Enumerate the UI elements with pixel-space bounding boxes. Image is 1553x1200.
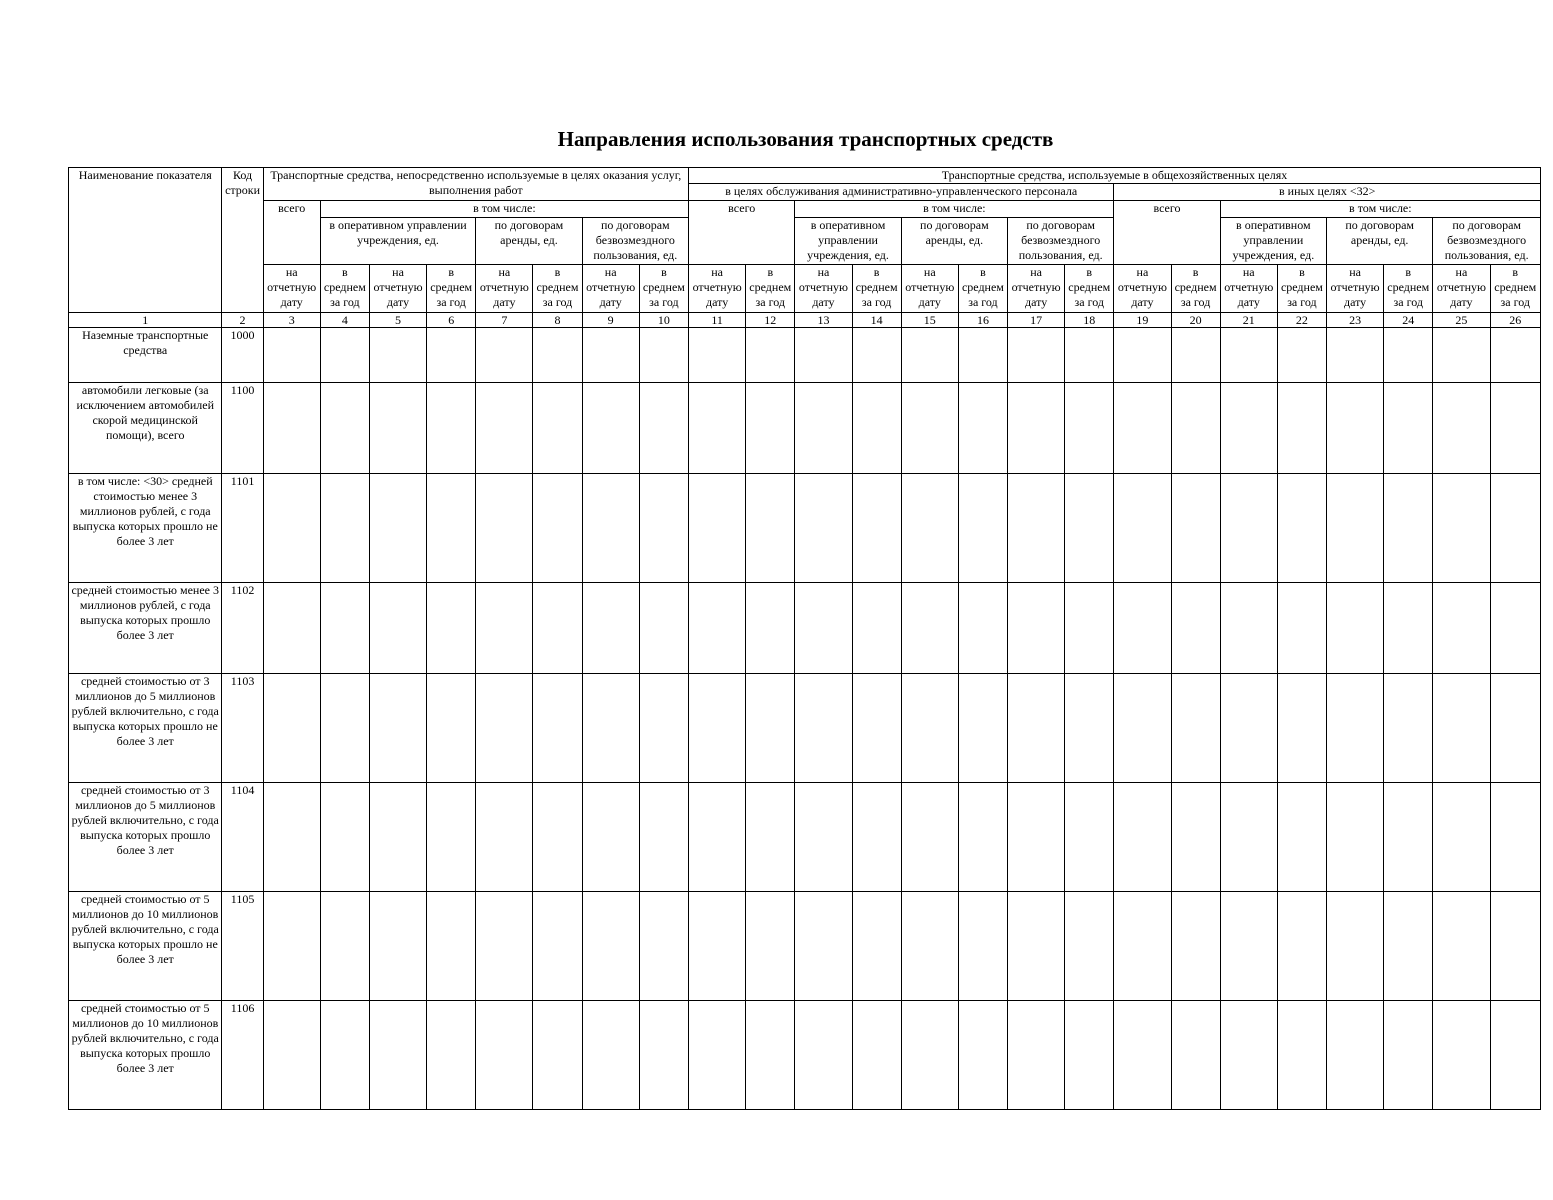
value-cell[interactable] xyxy=(1171,328,1220,383)
column-number: 11 xyxy=(689,313,746,328)
value-cell[interactable] xyxy=(369,328,426,383)
value-cell[interactable] xyxy=(1277,1001,1326,1110)
value-cell[interactable] xyxy=(1277,474,1326,583)
value-cell[interactable] xyxy=(320,892,369,1001)
value-cell[interactable] xyxy=(958,783,1007,892)
value-cell[interactable] xyxy=(369,783,426,892)
column-number: 8 xyxy=(533,313,582,328)
value-cell[interactable] xyxy=(1114,783,1171,892)
subheader-on-date: на отчетную дату xyxy=(582,265,639,313)
value-cell[interactable] xyxy=(1114,583,1171,674)
value-cell[interactable] xyxy=(1384,674,1433,783)
value-cell[interactable] xyxy=(427,892,476,1001)
value-cell[interactable] xyxy=(476,383,533,474)
value-cell[interactable] xyxy=(795,383,852,474)
subheader-on-date: на отчетную дату xyxy=(263,265,320,313)
value-cell[interactable] xyxy=(476,674,533,783)
column-number: 6 xyxy=(427,313,476,328)
value-cell[interactable] xyxy=(263,583,320,674)
value-cell[interactable] xyxy=(476,1001,533,1110)
value-cell[interactable] xyxy=(263,783,320,892)
value-cell[interactable] xyxy=(1490,474,1541,583)
value-cell[interactable] xyxy=(582,383,639,474)
value-cell[interactable] xyxy=(320,328,369,383)
row-label: средней стоимостью от 3 миллионов до 5 миллионов рублей включительно, с года выпуска которых прошло не более 3 лет xyxy=(69,674,222,783)
row-code: 1101 xyxy=(222,474,263,583)
value-cell[interactable] xyxy=(1220,583,1277,674)
column-number-row xyxy=(69,313,1541,328)
row-label: средней стоимостью от 5 миллионов до 10 миллионов рублей включительно, с года выпуска которых прошло не более 3 лет xyxy=(69,892,222,1001)
value-cell[interactable] xyxy=(795,583,852,674)
value-cell[interactable] xyxy=(533,1001,582,1110)
row-code: 1103 xyxy=(222,674,263,783)
value-cell[interactable] xyxy=(582,474,639,583)
value-cell[interactable] xyxy=(746,474,795,583)
value-cell[interactable] xyxy=(427,674,476,783)
column-number: 7 xyxy=(476,313,533,328)
value-cell[interactable] xyxy=(1220,674,1277,783)
header-free: по договорам безвозмездного пользования, ед. xyxy=(1008,218,1114,265)
value-cell[interactable] xyxy=(1171,892,1220,1001)
header-incl: в том числе: xyxy=(1220,201,1540,218)
value-cell[interactable] xyxy=(533,892,582,1001)
value-cell[interactable] xyxy=(1171,474,1220,583)
value-cell[interactable] xyxy=(689,328,746,383)
value-cell[interactable] xyxy=(476,892,533,1001)
value-cell[interactable] xyxy=(901,783,958,892)
value-cell[interactable] xyxy=(1065,583,1114,674)
value-cell[interactable] xyxy=(1008,892,1065,1001)
header-rent: по договорам аренды, ед. xyxy=(476,218,582,265)
value-cell[interactable] xyxy=(1433,383,1490,474)
column-number: 24 xyxy=(1384,313,1433,328)
value-cell[interactable] xyxy=(1008,1001,1065,1110)
header-name: Наименование показателя xyxy=(69,168,222,313)
row-label: Наземные транспортные средства xyxy=(69,328,222,383)
value-cell[interactable] xyxy=(533,383,582,474)
value-cell[interactable] xyxy=(689,783,746,892)
value-cell[interactable] xyxy=(369,474,426,583)
value-cell[interactable] xyxy=(639,474,688,583)
value-cell[interactable] xyxy=(1384,328,1433,383)
value-cell[interactable] xyxy=(958,383,1007,474)
row-code: 1000 xyxy=(222,328,263,383)
header-general: Транспортные средства, используемые в общехозяйственных целях xyxy=(689,168,1541,184)
value-cell[interactable] xyxy=(320,474,369,583)
value-cell[interactable] xyxy=(1114,328,1171,383)
value-cell[interactable] xyxy=(1277,674,1326,783)
value-cell[interactable] xyxy=(1008,674,1065,783)
value-cell[interactable] xyxy=(958,583,1007,674)
value-cell[interactable] xyxy=(1327,583,1384,674)
column-number: 3 xyxy=(263,313,320,328)
value-cell[interactable] xyxy=(639,328,688,383)
value-cell[interactable] xyxy=(746,674,795,783)
column-number: 5 xyxy=(369,313,426,328)
header-code: Код строки xyxy=(222,168,263,313)
value-cell[interactable] xyxy=(1490,783,1541,892)
value-cell[interactable] xyxy=(1384,583,1433,674)
transport-usage-table xyxy=(68,167,1541,1110)
column-number: 18 xyxy=(1065,313,1114,328)
value-cell[interactable] xyxy=(1171,1001,1220,1110)
row-label: автомобили легковые (за исключением автомобилей скорой медицинской помощи), всего xyxy=(69,383,222,474)
subheader-avg-year: в среднем за год xyxy=(1171,265,1220,313)
subheader-on-date: на отчетную дату xyxy=(1327,265,1384,313)
column-number: 19 xyxy=(1114,313,1171,328)
table-body xyxy=(69,328,1541,1110)
subheader-on-date: на отчетную дату xyxy=(689,265,746,313)
value-cell[interactable] xyxy=(1065,328,1114,383)
value-cell[interactable] xyxy=(795,783,852,892)
table-row xyxy=(69,583,1541,674)
value-cell[interactable] xyxy=(1171,783,1220,892)
value-cell[interactable] xyxy=(639,674,688,783)
header-total: всего xyxy=(263,201,320,265)
value-cell[interactable] xyxy=(1327,383,1384,474)
page-title: Направления использования транспортных средств xyxy=(557,127,1054,151)
value-cell[interactable] xyxy=(582,328,639,383)
value-cell[interactable] xyxy=(320,383,369,474)
value-cell[interactable] xyxy=(427,583,476,674)
value-cell[interactable] xyxy=(1490,1001,1541,1110)
subheader-avg-year: в среднем за год xyxy=(958,265,1007,313)
header-rent: по договорам аренды, ед. xyxy=(1327,218,1433,265)
row-code: 1105 xyxy=(222,892,263,1001)
value-cell[interactable] xyxy=(1384,892,1433,1001)
row-code: 1102 xyxy=(222,583,263,674)
subheader-on-date: на отчетную дату xyxy=(369,265,426,313)
value-cell[interactable] xyxy=(476,328,533,383)
value-cell[interactable] xyxy=(1433,583,1490,674)
table-row xyxy=(69,1001,1541,1110)
row-label: в том числе: <30> средней стоимостью менее 3 миллионов рублей, с года выпуска которых прошло не более 3 лет xyxy=(69,474,222,583)
value-cell[interactable] xyxy=(1490,328,1541,383)
value-cell[interactable] xyxy=(639,892,688,1001)
value-cell[interactable] xyxy=(1433,1001,1490,1110)
value-cell[interactable] xyxy=(901,383,958,474)
column-number: 22 xyxy=(1277,313,1326,328)
value-cell[interactable] xyxy=(1327,892,1384,1001)
header-oper: в оперативном управлении учреждения, ед. xyxy=(1220,218,1326,265)
value-cell[interactable] xyxy=(369,892,426,1001)
subheader-avg-year: в среднем за год xyxy=(1490,265,1541,313)
value-cell[interactable] xyxy=(263,892,320,1001)
value-cell[interactable] xyxy=(533,474,582,583)
value-cell[interactable] xyxy=(746,583,795,674)
value-cell[interactable] xyxy=(1433,674,1490,783)
header-free: по договорам безвозмездного пользования, ед. xyxy=(582,218,688,265)
value-cell[interactable] xyxy=(582,674,639,783)
value-cell[interactable] xyxy=(639,1001,688,1110)
value-cell[interactable] xyxy=(639,583,688,674)
subheader-on-date: на отчетную дату xyxy=(901,265,958,313)
value-cell[interactable] xyxy=(263,474,320,583)
value-cell[interactable] xyxy=(1065,783,1114,892)
value-cell[interactable] xyxy=(1114,383,1171,474)
value-cell[interactable] xyxy=(1384,1001,1433,1110)
value-cell[interactable] xyxy=(533,783,582,892)
header-total: всего xyxy=(1114,201,1220,265)
table-row xyxy=(69,783,1541,892)
row-code: 1104 xyxy=(222,783,263,892)
value-cell[interactable] xyxy=(746,328,795,383)
value-cell[interactable] xyxy=(320,583,369,674)
value-cell[interactable] xyxy=(1171,674,1220,783)
value-cell[interactable] xyxy=(533,583,582,674)
value-cell[interactable] xyxy=(1008,383,1065,474)
value-cell[interactable] xyxy=(369,674,426,783)
value-cell[interactable] xyxy=(1065,892,1114,1001)
column-number: 10 xyxy=(639,313,688,328)
value-cell[interactable] xyxy=(476,583,533,674)
header-direct: Транспортные средства, непосредственно используемые в целях оказания услуг, выполнения работ xyxy=(263,168,688,201)
header-oper: в оперативном управлении учреждения, ед. xyxy=(795,218,901,265)
value-cell[interactable] xyxy=(689,1001,746,1110)
value-cell[interactable] xyxy=(901,583,958,674)
value-cell[interactable] xyxy=(901,474,958,583)
value-cell[interactable] xyxy=(958,474,1007,583)
header-oper: в оперативном управлении учреждения, ед. xyxy=(320,218,475,265)
value-cell[interactable] xyxy=(427,328,476,383)
value-cell[interactable] xyxy=(1277,583,1326,674)
value-cell[interactable] xyxy=(1327,328,1384,383)
column-number: 23 xyxy=(1327,313,1384,328)
header-rent: по договорам аренды, ед. xyxy=(901,218,1007,265)
value-cell[interactable] xyxy=(263,1001,320,1110)
subheader-on-date: на отчетную дату xyxy=(1114,265,1171,313)
subheader-avg-year: в среднем за год xyxy=(1384,265,1433,313)
value-cell[interactable] xyxy=(852,892,901,1001)
value-cell[interactable] xyxy=(1008,328,1065,383)
value-cell[interactable] xyxy=(852,474,901,583)
value-cell[interactable] xyxy=(1433,783,1490,892)
value-cell[interactable] xyxy=(1114,892,1171,1001)
column-number: 21 xyxy=(1220,313,1277,328)
value-cell[interactable] xyxy=(427,474,476,583)
value-cell[interactable] xyxy=(1008,783,1065,892)
value-cell[interactable] xyxy=(369,383,426,474)
value-cell[interactable] xyxy=(852,674,901,783)
value-cell[interactable] xyxy=(1065,1001,1114,1110)
header-other: в иных целях <32> xyxy=(1114,184,1541,201)
header-admin: в целях обслуживания административно-управленческого персонала xyxy=(689,184,1114,201)
value-cell[interactable] xyxy=(901,1001,958,1110)
value-cell[interactable] xyxy=(1327,783,1384,892)
value-cell[interactable] xyxy=(1008,583,1065,674)
table-row xyxy=(69,674,1541,783)
value-cell[interactable] xyxy=(1277,383,1326,474)
value-cell[interactable] xyxy=(582,583,639,674)
value-cell[interactable] xyxy=(1065,383,1114,474)
table-header xyxy=(69,168,1541,328)
value-cell[interactable] xyxy=(1220,783,1277,892)
value-cell[interactable] xyxy=(582,1001,639,1110)
value-cell[interactable] xyxy=(263,674,320,783)
value-cell[interactable] xyxy=(1277,783,1326,892)
column-number: 1 xyxy=(69,313,222,328)
value-cell[interactable] xyxy=(1114,474,1171,583)
subheader-avg-year: в среднем за год xyxy=(852,265,901,313)
column-number: 2 xyxy=(222,313,263,328)
value-cell[interactable] xyxy=(427,383,476,474)
value-cell[interactable] xyxy=(427,1001,476,1110)
header-incl: в том числе: xyxy=(320,201,688,218)
row-code: 1100 xyxy=(222,383,263,474)
value-cell[interactable] xyxy=(1433,474,1490,583)
value-cell[interactable] xyxy=(582,783,639,892)
value-cell[interactable] xyxy=(795,1001,852,1110)
value-cell[interactable] xyxy=(1490,583,1541,674)
subheader-on-date: на отчетную дату xyxy=(795,265,852,313)
value-cell[interactable] xyxy=(689,583,746,674)
value-cell[interactable] xyxy=(427,783,476,892)
subheader-avg-year: в среднем за год xyxy=(533,265,582,313)
subheader-on-date: на отчетную дату xyxy=(1220,265,1277,313)
value-cell[interactable] xyxy=(1065,674,1114,783)
value-cell[interactable] xyxy=(1171,383,1220,474)
value-cell[interactable] xyxy=(1433,892,1490,1001)
subheader-avg-year: в среднем за год xyxy=(1065,265,1114,313)
value-cell[interactable] xyxy=(746,1001,795,1110)
value-cell[interactable] xyxy=(689,674,746,783)
value-cell[interactable] xyxy=(1327,674,1384,783)
value-cell[interactable] xyxy=(1490,892,1541,1001)
value-cell[interactable] xyxy=(852,583,901,674)
column-number: 20 xyxy=(1171,313,1220,328)
row-code: 1106 xyxy=(222,1001,263,1110)
value-cell[interactable] xyxy=(1490,383,1541,474)
row-label: средней стоимостью от 3 миллионов до 5 миллионов рублей включительно, с года выпуска которых прошло более 3 лет xyxy=(69,783,222,892)
column-number: 12 xyxy=(746,313,795,328)
value-cell[interactable] xyxy=(901,892,958,1001)
value-cell[interactable] xyxy=(1490,674,1541,783)
header-free: по договорам безвозмездного пользования, ед. xyxy=(1433,218,1541,265)
column-number: 26 xyxy=(1490,313,1541,328)
column-number: 14 xyxy=(852,313,901,328)
value-cell[interactable] xyxy=(1384,783,1433,892)
value-cell[interactable] xyxy=(1327,1001,1384,1110)
column-number: 16 xyxy=(958,313,1007,328)
value-cell[interactable] xyxy=(852,783,901,892)
column-number: 17 xyxy=(1008,313,1065,328)
value-cell[interactable] xyxy=(1220,474,1277,583)
column-number: 25 xyxy=(1433,313,1490,328)
value-cell[interactable] xyxy=(1220,892,1277,1001)
value-cell[interactable] xyxy=(369,1001,426,1110)
value-cell[interactable] xyxy=(746,383,795,474)
subheader-on-date: на отчетную дату xyxy=(1008,265,1065,313)
value-cell[interactable] xyxy=(958,1001,1007,1110)
table-row xyxy=(69,383,1541,474)
value-cell[interactable] xyxy=(1384,474,1433,583)
value-cell[interactable] xyxy=(1327,474,1384,583)
subheader-avg-year: в среднем за год xyxy=(746,265,795,313)
value-cell[interactable] xyxy=(795,328,852,383)
value-cell[interactable] xyxy=(1171,583,1220,674)
column-number: 4 xyxy=(320,313,369,328)
subheader-avg-year: в среднем за год xyxy=(320,265,369,313)
subheader-avg-year: в среднем за год xyxy=(427,265,476,313)
table-row xyxy=(69,892,1541,1001)
value-cell[interactable] xyxy=(689,474,746,583)
value-cell[interactable] xyxy=(795,474,852,583)
value-cell[interactable] xyxy=(263,383,320,474)
value-cell[interactable] xyxy=(795,892,852,1001)
value-cell[interactable] xyxy=(1220,328,1277,383)
value-cell[interactable] xyxy=(852,383,901,474)
subheader-row xyxy=(69,265,1541,313)
value-cell[interactable] xyxy=(582,892,639,1001)
value-cell[interactable] xyxy=(639,383,688,474)
value-cell[interactable] xyxy=(1114,1001,1171,1110)
table-row xyxy=(69,328,1541,383)
value-cell[interactable] xyxy=(795,674,852,783)
value-cell[interactable] xyxy=(639,783,688,892)
value-cell[interactable] xyxy=(1220,1001,1277,1110)
subheader-avg-year: в среднем за год xyxy=(639,265,688,313)
value-cell[interactable] xyxy=(1114,674,1171,783)
value-cell[interactable] xyxy=(901,328,958,383)
value-cell[interactable] xyxy=(1277,328,1326,383)
value-cell[interactable] xyxy=(746,783,795,892)
value-cell[interactable] xyxy=(320,674,369,783)
value-cell[interactable] xyxy=(901,674,958,783)
value-cell[interactable] xyxy=(369,583,426,674)
value-cell[interactable] xyxy=(1277,892,1326,1001)
value-cell[interactable] xyxy=(852,328,901,383)
value-cell[interactable] xyxy=(746,892,795,1001)
header-total: всего xyxy=(689,201,795,265)
column-number: 9 xyxy=(582,313,639,328)
row-label: средней стоимостью менее 3 миллионов рублей, с года выпуска которых прошло более 3 лет xyxy=(69,583,222,674)
value-cell[interactable] xyxy=(1008,474,1065,583)
value-cell[interactable] xyxy=(533,328,582,383)
value-cell[interactable] xyxy=(263,328,320,383)
value-cell[interactable] xyxy=(476,783,533,892)
column-number: 15 xyxy=(901,313,958,328)
value-cell[interactable] xyxy=(689,892,746,1001)
subheader-on-date: на отчетную дату xyxy=(476,265,533,313)
value-cell[interactable] xyxy=(958,328,1007,383)
value-cell[interactable] xyxy=(689,383,746,474)
value-cell[interactable] xyxy=(1220,383,1277,474)
value-cell[interactable] xyxy=(533,674,582,783)
subheader-on-date: на отчетную дату xyxy=(1433,265,1490,313)
row-label: средней стоимостью от 5 миллионов до 10 миллионов рублей включительно, с года выпуска которых прошло более 3 лет xyxy=(69,1001,222,1110)
value-cell[interactable] xyxy=(1384,383,1433,474)
value-cell[interactable] xyxy=(958,674,1007,783)
value-cell[interactable] xyxy=(320,1001,369,1110)
value-cell[interactable] xyxy=(852,1001,901,1110)
value-cell[interactable] xyxy=(958,892,1007,1001)
table-row xyxy=(69,474,1541,583)
value-cell[interactable] xyxy=(1065,474,1114,583)
value-cell[interactable] xyxy=(320,783,369,892)
value-cell[interactable] xyxy=(476,474,533,583)
value-cell[interactable] xyxy=(1433,328,1490,383)
column-number: 13 xyxy=(795,313,852,328)
subheader-avg-year: в среднем за год xyxy=(1277,265,1326,313)
header-incl: в том числе: xyxy=(795,201,1114,218)
